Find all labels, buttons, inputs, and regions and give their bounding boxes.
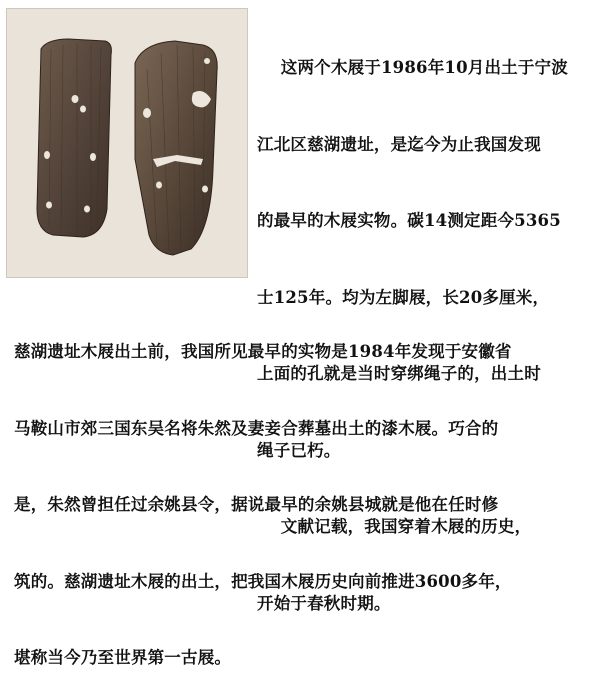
wooden-clogs-image [7,9,247,277]
text-line: 堪称当今乃至世界第一古屐。 [14,648,232,667]
history-paragraph [14,288,512,696]
text-line: 江北区慈湖遗址，是迄今为止我国发现 [257,134,541,154]
text-line: 开始于春秋时期。 [257,593,391,613]
text-line: 上面的孔就是当时穿绑绳子的，出土时 [257,364,541,383]
text-line: 慈湖遗址木屐出土前，我国所见最早的实物是1984年发现于安徽省 [14,342,512,361]
text-line: 的最早的木屐实物。碳14测定距今5365 [257,211,561,230]
text-line: 马鞍山市郊三国东吴名将朱然及妻妾合葬墓出土的漆木屐。巧合的 [14,418,499,438]
text-line: 文献记载，我国穿着木屐的历史， [257,517,532,536]
text-line: 筑的。慈湖遗址木屐的出土，把我国木屐历史向前推进3600多年， [14,571,512,591]
clogs-photo [6,8,248,278]
text-line: 士125年。均为左脚屐，长20多厘米， [257,287,550,307]
text-line: 绳子已朽。 [257,440,341,460]
text-line: 是，朱然曾担任过余姚县令，据说最早的余姚县城就是他在任时修 [14,495,499,514]
text-line: 这两个木屐于1986年10月出土于宁波 [257,58,568,77]
